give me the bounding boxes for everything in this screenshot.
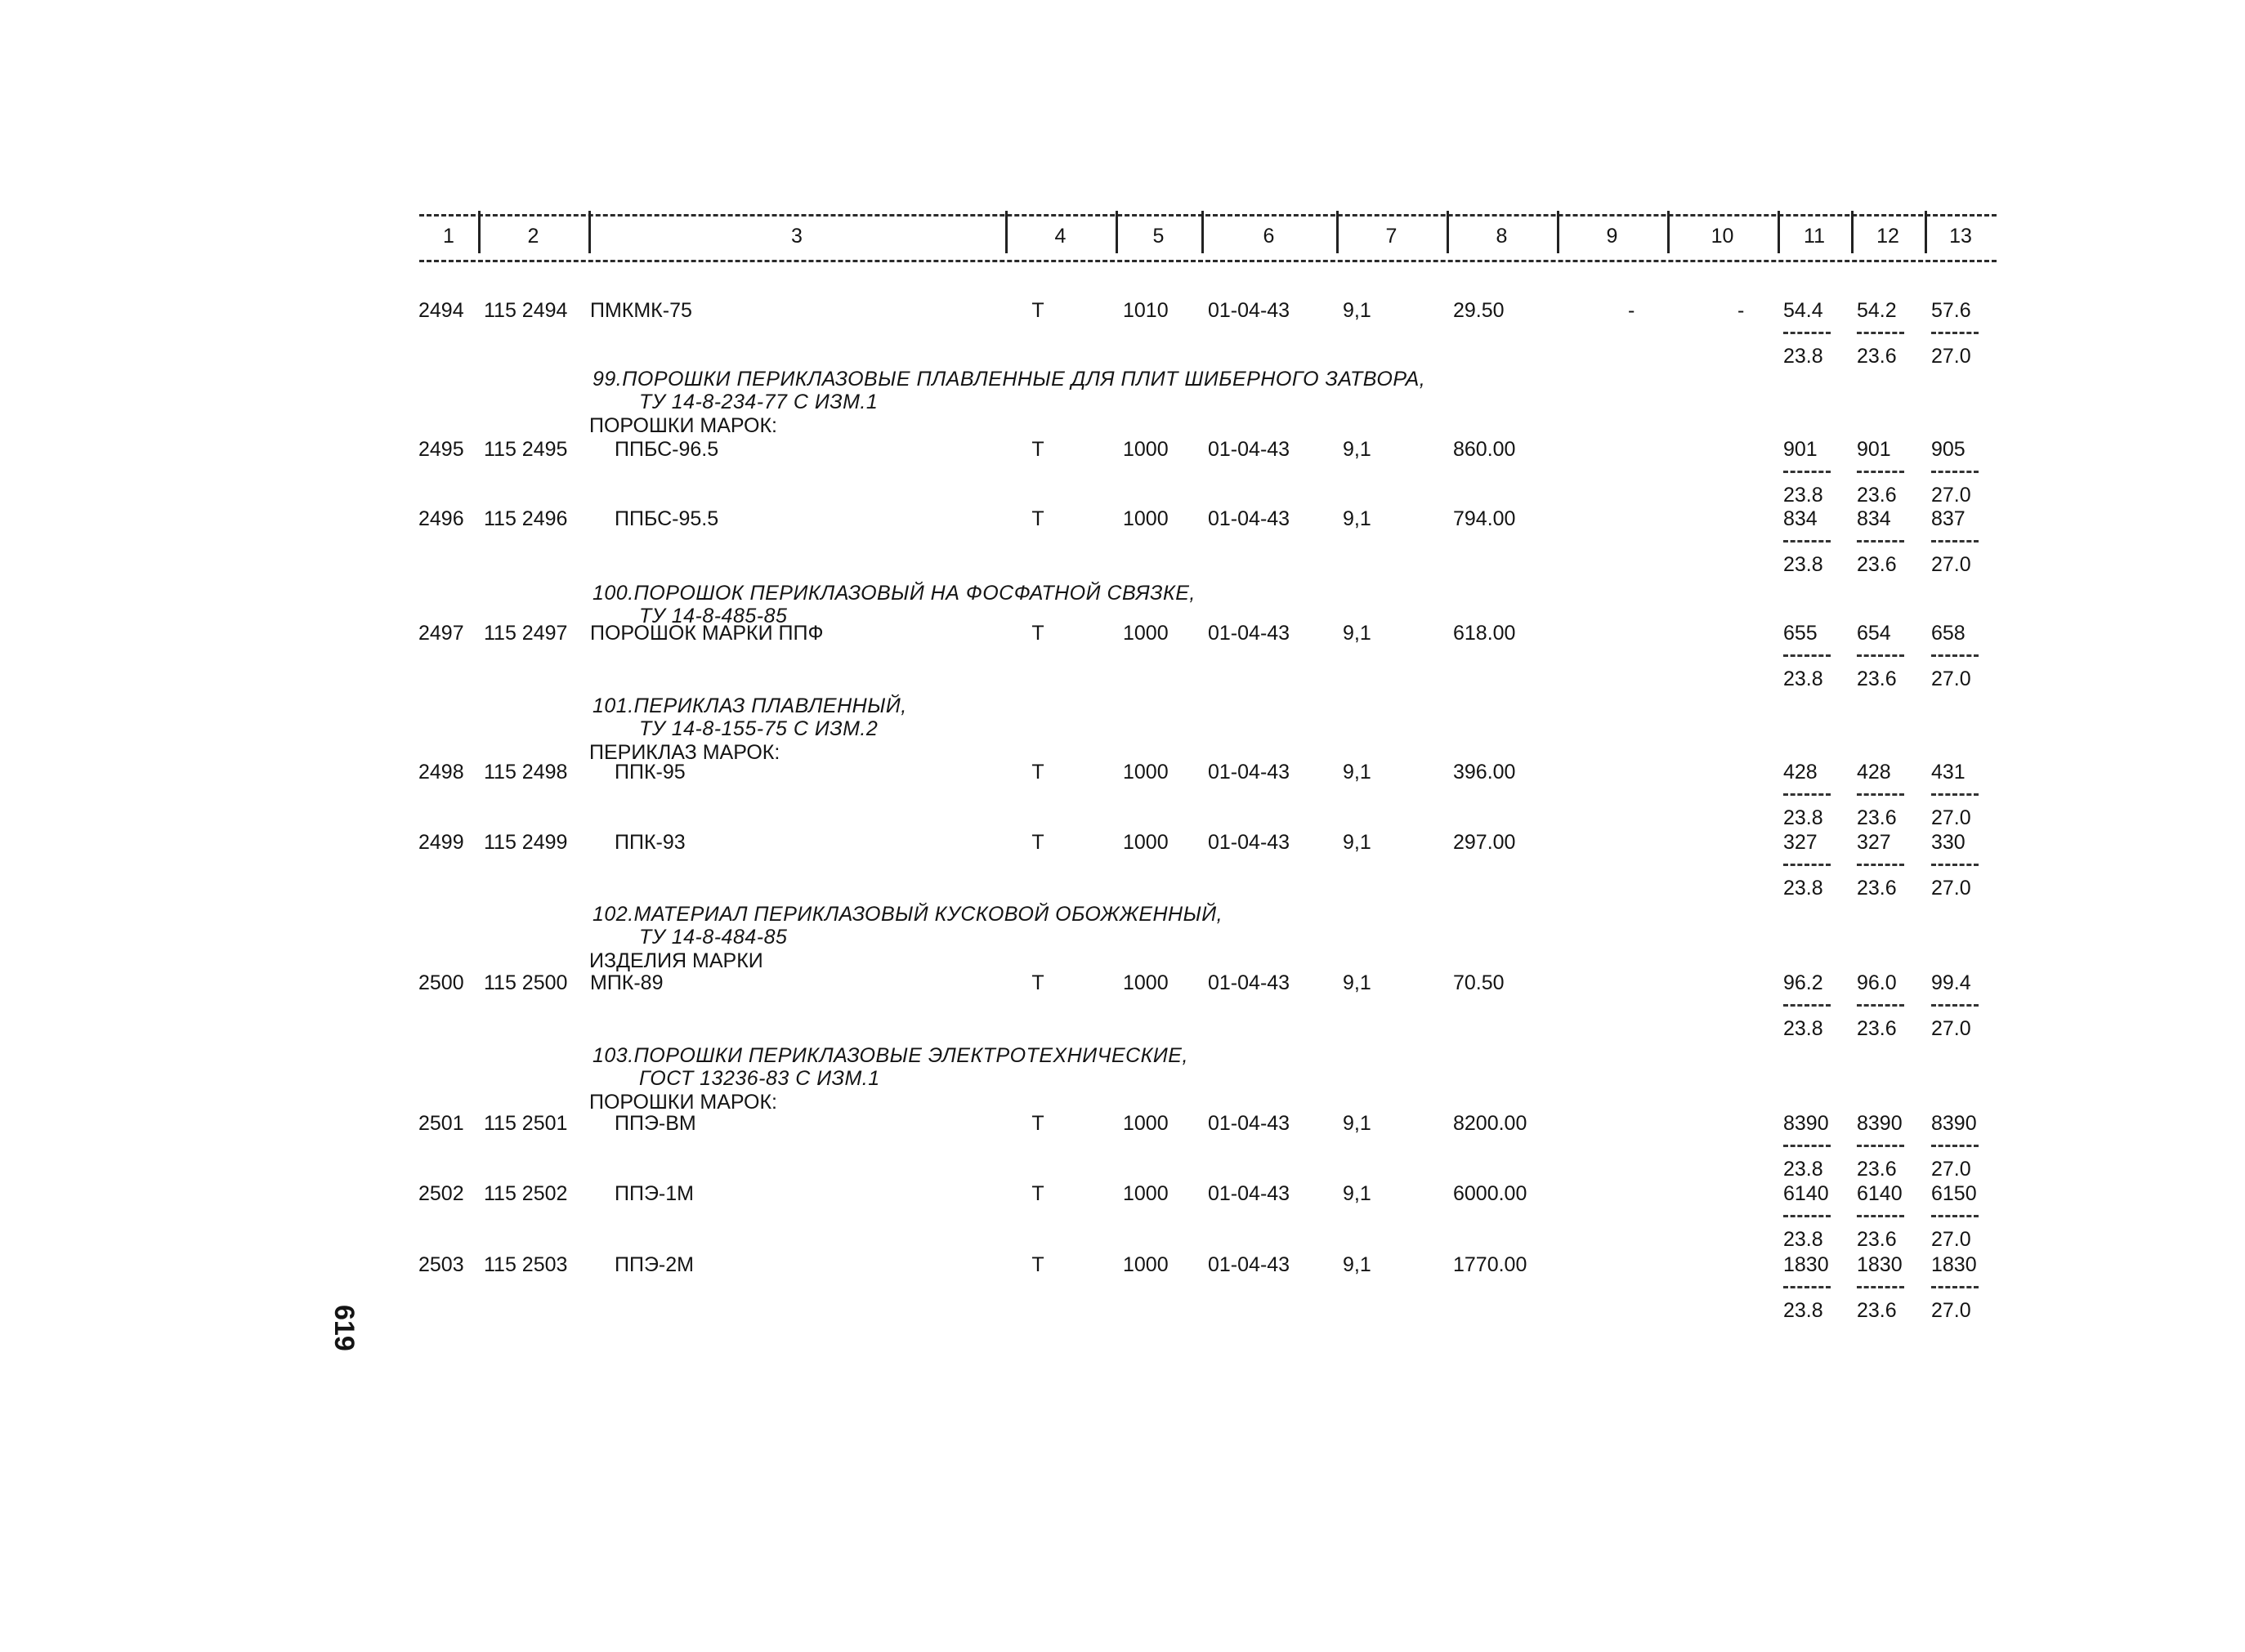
row-number: 2499 <box>418 831 464 854</box>
row-code: 115 2500 <box>484 971 568 994</box>
row-value-13: 99.4 <box>1931 971 1971 994</box>
row-value-11: 428 <box>1783 761 1818 784</box>
row-number: 2503 <box>418 1253 464 1276</box>
row-value-13: 837 <box>1931 507 1965 530</box>
header-col-1: 1 <box>443 225 454 248</box>
row-value-13: 6150 <box>1931 1182 1977 1205</box>
row-divisor-12: 23.6 <box>1857 806 1897 829</box>
fraction-dash <box>1783 332 1831 334</box>
row-value-11: 96.2 <box>1783 971 1823 994</box>
header-separator <box>588 211 591 253</box>
row-unit: Т <box>1031 1182 1044 1205</box>
header-separator <box>1778 211 1780 253</box>
header-col-12: 12 <box>1876 225 1899 248</box>
header-top-rule <box>419 214 1997 217</box>
row-rate: 9,1 <box>1343 1112 1371 1135</box>
header-col-6: 6 <box>1263 225 1275 248</box>
row-divisor-12: 23.6 <box>1857 877 1897 900</box>
row-price: 29.50 <box>1453 299 1505 322</box>
row-divisor-12: 23.6 <box>1857 484 1897 507</box>
row-divisor-11: 23.8 <box>1783 1158 1823 1181</box>
row-divisor-11: 23.8 <box>1783 484 1823 507</box>
row-value-11: 8390 <box>1783 1112 1829 1135</box>
row-number: 2497 <box>418 622 464 645</box>
row-rate: 9,1 <box>1343 831 1371 854</box>
row-divisor-11: 23.8 <box>1783 1228 1823 1251</box>
row-group: 01-04-43 <box>1208 622 1290 645</box>
row-unit: Т <box>1031 622 1044 645</box>
row-divisor-13: 27.0 <box>1931 345 1971 368</box>
fraction-dash <box>1783 1004 1831 1007</box>
row-code: 115 2494 <box>484 299 568 322</box>
row-name: ППК-93 <box>615 831 686 854</box>
row-rate: 9,1 <box>1343 971 1371 994</box>
fraction-dash <box>1857 654 1904 657</box>
row-col9: - <box>1628 299 1635 322</box>
row-qty: 1000 <box>1123 1182 1169 1205</box>
row-name: ППЭ-2М <box>615 1253 694 1276</box>
row-unit: Т <box>1031 507 1044 530</box>
row-value-13: 905 <box>1931 438 1965 461</box>
section-spec: ГОСТ 13236-83 С ИЗМ.1 <box>639 1067 880 1090</box>
section-title: 101.ПЕРИКЛАЗ ПЛАВЛЕННЫЙ, <box>593 694 907 717</box>
row-number: 2495 <box>418 438 464 461</box>
fraction-dash <box>1857 1004 1904 1007</box>
row-divisor-13: 27.0 <box>1931 484 1971 507</box>
section-title: 102.МАТЕРИАЛ ПЕРИКЛАЗОВЫЙ КУСКОВОЙ ОБОЖЖЕННЫЙ, <box>593 903 1223 926</box>
row-name: ППК-95 <box>615 761 686 784</box>
fraction-dash <box>1931 654 1979 657</box>
row-value-11: 1830 <box>1783 1253 1829 1276</box>
row-qty: 1010 <box>1123 299 1169 322</box>
fraction-dash <box>1931 1004 1979 1007</box>
header-col-4: 4 <box>1054 225 1067 248</box>
row-price: 1770.00 <box>1453 1253 1527 1276</box>
row-value-12: 8390 <box>1857 1112 1903 1135</box>
section-spec: ТУ 14-8-484-85 <box>639 926 788 949</box>
row-name: ПМКМК-75 <box>590 299 692 322</box>
row-price: 8200.00 <box>1453 1112 1527 1135</box>
row-name: ППЭ-ВМ <box>615 1112 696 1135</box>
row-group: 01-04-43 <box>1208 761 1290 784</box>
section-title: 100.ПОРОШОК ПЕРИКЛАЗОВЫЙ НА ФОСФАТНОЙ СВЯЗКЕ, <box>593 582 1196 605</box>
row-divisor-12: 23.6 <box>1857 345 1897 368</box>
fraction-dash <box>1783 654 1831 657</box>
section-subheading: ПЕРИКЛАЗ МАРОК: <box>589 741 780 764</box>
row-unit: Т <box>1031 438 1044 461</box>
row-unit: Т <box>1031 1112 1044 1135</box>
header-col-8: 8 <box>1496 225 1508 248</box>
header-col-7: 7 <box>1385 225 1398 248</box>
fraction-dash <box>1857 1286 1904 1288</box>
row-divisor-13: 27.0 <box>1931 553 1971 576</box>
row-group: 01-04-43 <box>1208 1112 1290 1135</box>
section-subheading: ИЗДЕЛИЯ МАРКИ <box>589 949 763 972</box>
header-separator <box>1557 211 1559 253</box>
row-divisor-13: 27.0 <box>1931 1299 1971 1322</box>
row-divisor-13: 27.0 <box>1931 667 1971 690</box>
row-group: 01-04-43 <box>1208 971 1290 994</box>
row-price: 396.00 <box>1453 761 1516 784</box>
row-value-13: 8390 <box>1931 1112 1977 1135</box>
row-value-12: 54.2 <box>1857 299 1897 322</box>
row-code: 115 2496 <box>484 507 568 530</box>
row-code: 115 2498 <box>484 761 568 784</box>
row-divisor-11: 23.8 <box>1783 345 1823 368</box>
fraction-dash <box>1931 332 1979 334</box>
header-bottom-rule <box>419 260 1997 262</box>
row-code: 115 2503 <box>484 1253 568 1276</box>
row-divisor-12: 23.6 <box>1857 1158 1897 1181</box>
row-code: 115 2501 <box>484 1112 568 1135</box>
section-title: 99.ПОРОШКИ ПЕРИКЛАЗОВЫЕ ПЛАВЛЕННЫЕ ДЛЯ ПЛИТ ШИБЕРНОГО ЗАТВОРА, <box>593 368 1426 391</box>
row-name: ПОРОШОК МАРКИ ППФ <box>590 622 824 645</box>
fraction-dash <box>1857 793 1904 796</box>
fraction-dash <box>1931 1215 1979 1217</box>
fraction-dash <box>1931 864 1979 866</box>
header-separator <box>478 211 481 253</box>
fraction-dash <box>1783 471 1831 473</box>
row-number: 2501 <box>418 1112 464 1135</box>
section-title: 103.ПОРОШКИ ПЕРИКЛАЗОВЫЕ ЭЛЕКТРОТЕХНИЧЕСКИЕ, <box>593 1044 1188 1067</box>
row-price: 70.50 <box>1453 971 1505 994</box>
row-value-11: 655 <box>1783 622 1818 645</box>
row-number: 2500 <box>418 971 464 994</box>
row-divisor-12: 23.6 <box>1857 1299 1897 1322</box>
row-group: 01-04-43 <box>1208 299 1290 322</box>
row-value-11: 901 <box>1783 438 1818 461</box>
row-value-12: 901 <box>1857 438 1891 461</box>
row-divisor-11: 23.8 <box>1783 806 1823 829</box>
row-qty: 1000 <box>1123 971 1169 994</box>
row-divisor-12: 23.6 <box>1857 1017 1897 1040</box>
row-value-12: 428 <box>1857 761 1891 784</box>
row-qty: 1000 <box>1123 761 1169 784</box>
row-value-11: 327 <box>1783 831 1818 854</box>
row-divisor-11: 23.8 <box>1783 553 1823 576</box>
header-separator <box>1851 211 1854 253</box>
header-separator <box>1447 211 1449 253</box>
row-number: 2502 <box>418 1182 464 1205</box>
row-price: 297.00 <box>1453 831 1516 854</box>
row-code: 115 2495 <box>484 438 568 461</box>
row-group: 01-04-43 <box>1208 1253 1290 1276</box>
fraction-dash <box>1857 864 1904 866</box>
row-rate: 9,1 <box>1343 507 1371 530</box>
header-col-2: 2 <box>527 225 539 248</box>
row-name: ППБС-96.5 <box>615 438 719 461</box>
fraction-dash <box>1857 332 1904 334</box>
fraction-dash <box>1857 540 1904 542</box>
row-value-12: 1830 <box>1857 1253 1903 1276</box>
row-value-13: 658 <box>1931 622 1965 645</box>
fraction-dash <box>1931 793 1979 796</box>
section-spec: ТУ 14-8-155-75 С ИЗМ.2 <box>639 717 879 740</box>
row-price: 860.00 <box>1453 438 1516 461</box>
header-separator <box>1336 211 1339 253</box>
row-value-11: 54.4 <box>1783 299 1823 322</box>
row-value-13: 431 <box>1931 761 1965 784</box>
row-divisor-11: 23.8 <box>1783 877 1823 900</box>
row-divisor-11: 23.8 <box>1783 1017 1823 1040</box>
row-value-13: 330 <box>1931 831 1965 854</box>
header-separator <box>1201 211 1204 253</box>
header-col-9: 9 <box>1606 225 1618 248</box>
row-rate: 9,1 <box>1343 438 1371 461</box>
row-unit: Т <box>1031 831 1044 854</box>
fraction-dash <box>1857 471 1904 473</box>
row-qty: 1000 <box>1123 438 1169 461</box>
row-unit: Т <box>1031 1253 1044 1276</box>
header-separator <box>1667 211 1670 253</box>
fraction-dash <box>1931 471 1979 473</box>
header-col-13: 13 <box>1949 225 1972 248</box>
page-number: 619 <box>329 1305 360 1351</box>
fraction-dash <box>1931 1145 1979 1147</box>
row-qty: 1000 <box>1123 1112 1169 1135</box>
row-unit: Т <box>1031 299 1044 322</box>
header-col-5: 5 <box>1152 225 1165 248</box>
row-qty: 1000 <box>1123 831 1169 854</box>
section-subheading: ПОРОШКИ МАРОК: <box>589 1091 777 1114</box>
row-number: 2498 <box>418 761 464 784</box>
row-group: 01-04-43 <box>1208 1182 1290 1205</box>
row-unit: Т <box>1031 761 1044 784</box>
row-name: ППЭ-1М <box>615 1182 694 1205</box>
row-price: 6000.00 <box>1453 1182 1527 1205</box>
row-price: 794.00 <box>1453 507 1516 530</box>
row-name: ППБС-95.5 <box>615 507 719 530</box>
header-col-11: 11 <box>1804 225 1825 248</box>
section-spec: ТУ 14-8-234-77 С ИЗМ.1 <box>639 391 879 413</box>
row-rate: 9,1 <box>1343 622 1371 645</box>
row-number: 2494 <box>418 299 464 322</box>
fraction-dash <box>1931 540 1979 542</box>
row-divisor-11: 23.8 <box>1783 667 1823 690</box>
header-separator <box>1925 211 1927 253</box>
fraction-dash <box>1783 793 1831 796</box>
row-value-12: 96.0 <box>1857 971 1897 994</box>
row-col10: - <box>1737 299 1745 322</box>
row-group: 01-04-43 <box>1208 438 1290 461</box>
header-separator <box>1005 211 1008 253</box>
row-divisor-11: 23.8 <box>1783 1299 1823 1322</box>
row-code: 115 2502 <box>484 1182 568 1205</box>
row-name: МПК-89 <box>590 971 664 994</box>
row-value-11: 6140 <box>1783 1182 1829 1205</box>
row-value-12: 327 <box>1857 831 1891 854</box>
row-divisor-12: 23.6 <box>1857 667 1897 690</box>
row-divisor-13: 27.0 <box>1931 1228 1971 1251</box>
fraction-dash <box>1783 864 1831 866</box>
fraction-dash <box>1783 540 1831 542</box>
row-divisor-13: 27.0 <box>1931 1158 1971 1181</box>
row-divisor-13: 27.0 <box>1931 1017 1971 1040</box>
row-divisor-13: 27.0 <box>1931 806 1971 829</box>
fraction-dash <box>1857 1145 1904 1147</box>
row-unit: Т <box>1031 971 1044 994</box>
header-col-3: 3 <box>791 225 803 248</box>
header-col-10: 10 <box>1711 225 1734 248</box>
fraction-dash <box>1931 1286 1979 1288</box>
row-qty: 1000 <box>1123 507 1169 530</box>
header-separator <box>1116 211 1118 253</box>
row-rate: 9,1 <box>1343 299 1371 322</box>
row-group: 01-04-43 <box>1208 831 1290 854</box>
row-rate: 9,1 <box>1343 1182 1371 1205</box>
row-value-12: 654 <box>1857 622 1891 645</box>
row-value-13: 57.6 <box>1931 299 1971 322</box>
row-value-12: 834 <box>1857 507 1891 530</box>
row-rate: 9,1 <box>1343 761 1371 784</box>
row-group: 01-04-43 <box>1208 507 1290 530</box>
row-code: 115 2499 <box>484 831 568 854</box>
row-price: 618.00 <box>1453 622 1516 645</box>
row-qty: 1000 <box>1123 1253 1169 1276</box>
fraction-dash <box>1783 1145 1831 1147</box>
row-value-12: 6140 <box>1857 1182 1903 1205</box>
row-qty: 1000 <box>1123 622 1169 645</box>
fraction-dash <box>1783 1215 1831 1217</box>
fraction-dash <box>1857 1215 1904 1217</box>
fraction-dash <box>1783 1286 1831 1288</box>
row-divisor-12: 23.6 <box>1857 1228 1897 1251</box>
row-code: 115 2497 <box>484 622 568 645</box>
row-number: 2496 <box>418 507 464 530</box>
row-rate: 9,1 <box>1343 1253 1371 1276</box>
row-divisor-12: 23.6 <box>1857 553 1897 576</box>
row-value-13: 1830 <box>1931 1253 1977 1276</box>
row-divisor-13: 27.0 <box>1931 877 1971 900</box>
section-spec: ТУ 14-8-485-85 <box>639 605 788 627</box>
section-subheading: ПОРОШКИ МАРОК: <box>589 414 777 437</box>
row-value-11: 834 <box>1783 507 1818 530</box>
